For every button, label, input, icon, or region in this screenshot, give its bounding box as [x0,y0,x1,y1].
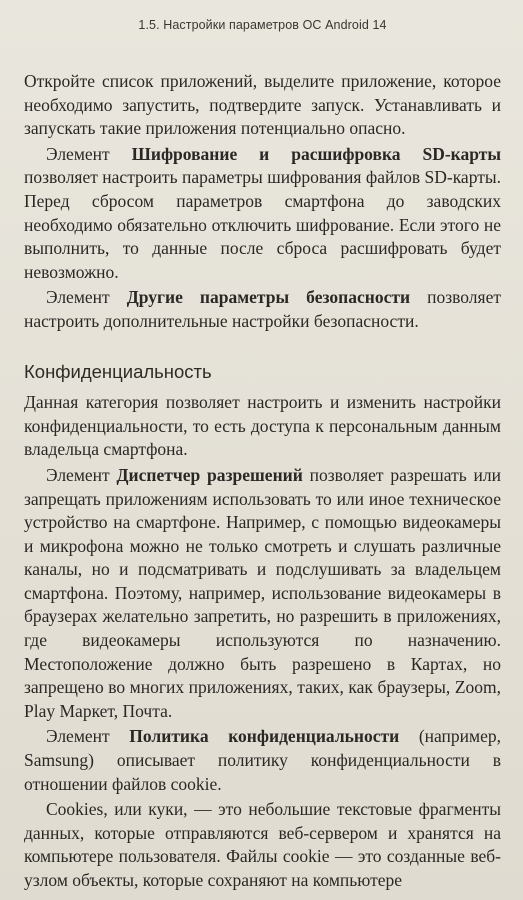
paragraph-lead: Элемент [46,143,132,164]
paragraph [24,464,501,724]
paragraph-text: позволяет разрешать или запрещать приложениям использовать то или иное техническое устройство на смартфоне. Например, с помощью видеокамеры и микрофона можно не только смотреть и слушать различные каналы, но и подсматривать и подслушивать за владельцем смартфона. Поэтому, например, использование видеокамеры в браузерах желательно запретить, но разрешить в приложениях, где видеокамеры используются по назначению. Местоположение должно быть разрешено в Картах, но запрещено во многих приложениях, таких, как браузеры, Zoom, Play Маркет, Почта. [24,464,501,721]
paragraph-lead: Элемент [46,287,127,308]
section-heading: Конфиденциальность [24,360,212,382]
page-body [24,70,501,893]
paragraph [24,286,501,333]
paragraph-text: позволяет настроить дополнительные настройки безопасности. [24,287,501,331]
running-header: 1.5. Настройки параметров ОС Android 14 [138,18,387,32]
paragraph: Откройте список приложений, выделите приложение, которое необходимо запустить, подтвердите запуск. Устанавливать и запускать такие приложения потенциально опасно. [24,71,501,139]
ui-element-term: Другие параметры безопасности [126,287,411,308]
paragraph-text: позволяет настроить параметры шифрования файлов SD-карты. Перед сбросом параметров смартфона до заводских необходимо обязательно отключить шифрование. Если этого не выполнить, то данные после сброса расшифровать будет невозможно. [24,167,501,282]
paragraph-text: (например, Samsung) описывает политику конфиденциальности в отношении файлов cookie. [24,726,501,794]
paragraph: Cookies, или куки, — это небольшие текстовые фрагменты данных, которые отправляются веб-сервером и хранятся на компьютере пользователя. Файлы cookie — это созданные веб-узлом объекты, которые сохраняют на компьютере [24,799,501,890]
paragraph-lead: Элемент [46,464,117,485]
paragraph-lead: Элемент [46,726,130,747]
ui-element-term: Диспетчер разрешений [116,464,303,485]
paragraph [24,725,501,796]
ui-element-term: Шифрование и расшифровка SD-карты [131,143,501,164]
paragraph: Данная категория позволяет настроить и изменить настройки конфиденциальности, то есть доступа к персональным данным владельца смартфона. [24,392,501,460]
ui-element-term: Политика конфиденциальности [129,726,400,747]
paragraph [24,143,501,285]
